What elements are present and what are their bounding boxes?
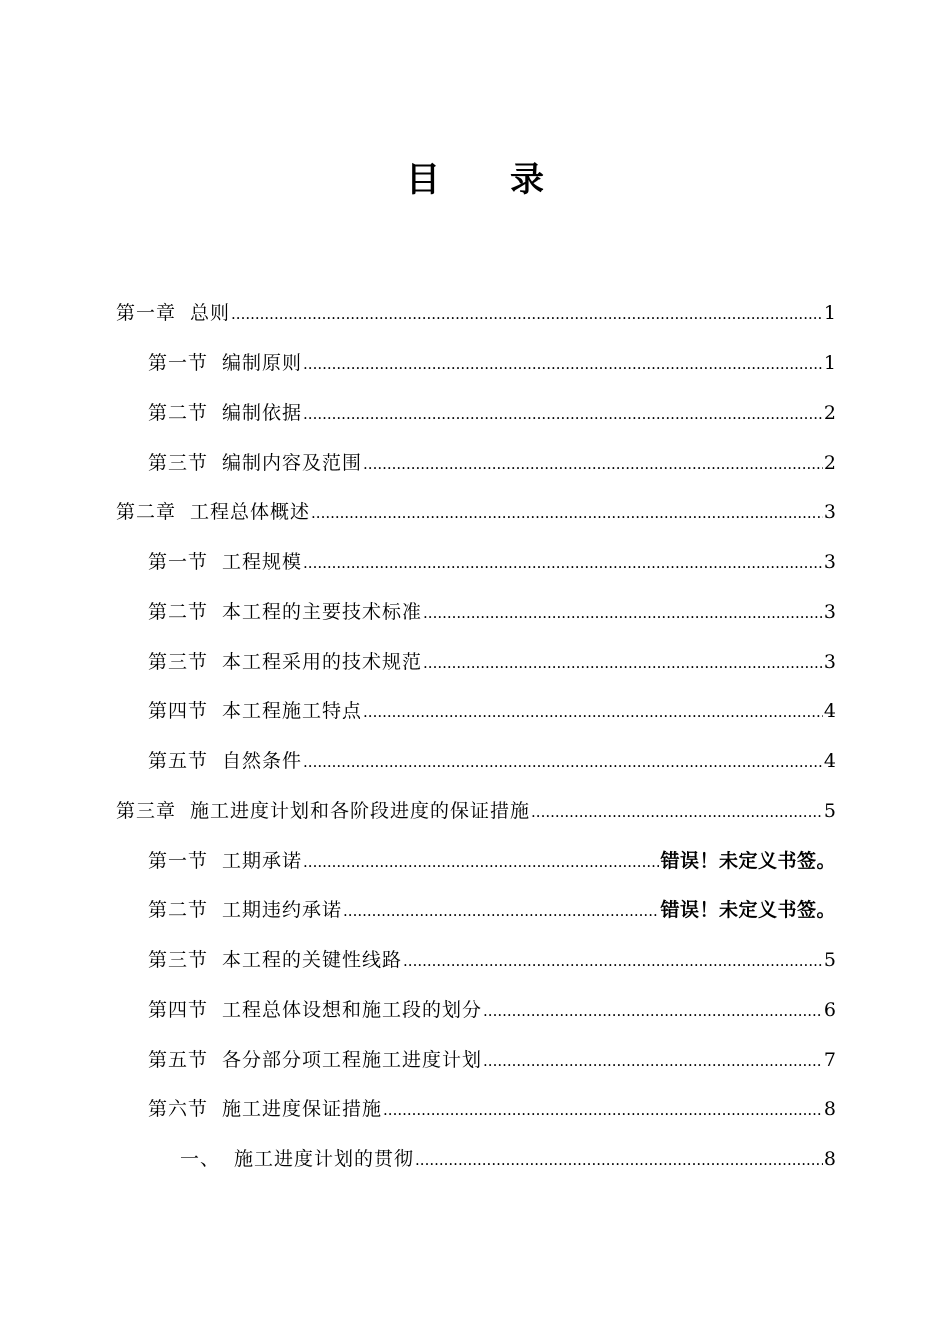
toc-entry-label	[116, 796, 530, 823]
toc-entry-dot-leader	[303, 753, 823, 771]
toc-entry[interactable]	[0, 1033, 950, 1083]
toc-entry-label	[148, 1094, 382, 1121]
toc-entry[interactable]	[0, 635, 950, 685]
toc-entry-page-number: 5	[823, 799, 836, 822]
toc-entry-number: 第五节	[148, 1048, 209, 1071]
toc-entry-page-number: 1	[823, 302, 836, 325]
toc-entry-label	[148, 547, 302, 574]
toc-entry-page-number: 6	[823, 998, 836, 1021]
toc-entry[interactable]	[0, 486, 950, 536]
toc-entry-number: 第四节	[148, 998, 209, 1021]
toc-entry-number: 第一节	[148, 352, 209, 375]
toc-entry[interactable]	[0, 685, 950, 735]
toc-entry-label	[148, 647, 422, 674]
toc-title	[0, 158, 950, 202]
toc-entry-title: 自然条件	[222, 750, 303, 773]
toc-entry-page-number: 7	[823, 1048, 836, 1071]
toc-entry-title: 编制依据	[222, 401, 303, 424]
toc-entry-page-number: 8	[823, 1148, 836, 1171]
toc-entry-label	[148, 696, 362, 723]
toc-entry[interactable]	[0, 735, 950, 785]
toc-entry-line	[148, 895, 836, 922]
toc-entry-label	[148, 597, 422, 624]
toc-entry-dot-leader	[403, 952, 823, 970]
toc-entry-title: 施工进度计划的贯彻	[234, 1148, 415, 1171]
toc-entry[interactable]	[0, 1083, 950, 1133]
toc-entry[interactable]	[0, 337, 950, 387]
toc-entry-label	[148, 846, 302, 873]
toc-entry-label	[116, 497, 310, 524]
toc-entry-line	[148, 1094, 836, 1121]
toc-entry-title: 工期违约承诺	[222, 899, 343, 922]
toc-entry-dot-leader	[343, 902, 659, 920]
toc-entry-page-number: 8	[823, 1098, 836, 1121]
toc-entry-label	[148, 945, 402, 972]
toc-entry-line	[148, 1045, 836, 1072]
toc-entry[interactable]	[0, 287, 950, 337]
toc-entry[interactable]	[0, 1133, 950, 1183]
toc-entry-dot-leader	[303, 405, 823, 423]
toc-entry-dot-leader	[483, 1002, 823, 1020]
toc-entry-label	[148, 995, 482, 1022]
toc-entry-number: 第一章	[116, 302, 177, 325]
toc-entry-line	[148, 448, 836, 475]
toc-entry-page-number: 4	[823, 750, 836, 773]
toc-list	[0, 287, 950, 1183]
toc-entry-dot-leader	[303, 355, 823, 373]
toc-entry-dot-leader	[415, 1151, 823, 1169]
toc-entry-title: 本工程的主要技术标准	[222, 600, 423, 623]
toc-entry-page-number: 1	[823, 352, 836, 375]
toc-title-char-2: 录	[510, 160, 544, 200]
toc-entry-number: 第一节	[148, 849, 209, 872]
toc-entry-number: 第三节	[148, 451, 209, 474]
toc-entry-page-number: 4	[823, 700, 836, 723]
toc-entry[interactable]	[0, 436, 950, 486]
toc-entry-label	[180, 1144, 414, 1171]
toc-entry-title: 工程总体设想和施工段的划分	[222, 998, 483, 1021]
toc-entry-page-number: 5	[823, 949, 836, 972]
toc-entry-page-number: 3	[823, 551, 836, 574]
toc-entry-dot-leader	[363, 455, 823, 473]
toc-entry-label	[148, 895, 342, 922]
toc-entry-dot-leader	[231, 305, 823, 323]
toc-entry[interactable]	[0, 884, 950, 934]
toc-entry-dot-leader	[363, 703, 823, 721]
toc-entry-title: 工程总体概述	[190, 501, 311, 524]
toc-entry-dot-leader	[531, 803, 823, 821]
toc-title-char-1: 目	[406, 160, 440, 200]
toc-entry-line	[148, 348, 836, 375]
toc-entry-title: 各分部分项工程施工进度计划	[222, 1048, 483, 1071]
toc-entry-dot-leader	[303, 853, 659, 871]
toc-entry-number: 第二节	[148, 899, 209, 922]
toc-entry-page-number: 3	[823, 501, 836, 524]
toc-entry-title: 本工程采用的技术规范	[222, 650, 423, 673]
toc-entry[interactable]	[0, 834, 950, 884]
toc-entry-number: 一、	[180, 1148, 221, 1171]
toc-entry-line	[148, 995, 836, 1022]
toc-entry-label	[148, 348, 302, 375]
toc-entry-number: 第二章	[116, 501, 177, 524]
toc-entry-title: 施工进度保证措施	[222, 1098, 383, 1121]
toc-entry-number: 第一节	[148, 551, 209, 574]
toc-entry-number: 第六节	[148, 1098, 209, 1121]
toc-entry-line	[148, 746, 836, 773]
toc-entry-title: 本工程施工特点	[222, 700, 363, 723]
toc-entry-dot-leader	[423, 604, 823, 622]
toc-entry-title: 编制内容及范围	[222, 451, 363, 474]
toc-entry-line	[148, 398, 836, 425]
toc-entry-line	[148, 846, 836, 873]
toc-entry-title: 总则	[190, 302, 231, 325]
toc-entry[interactable]	[0, 934, 950, 984]
toc-entry-line	[116, 497, 836, 524]
toc-entry-line	[148, 945, 836, 972]
toc-entry-title: 工程规模	[222, 551, 303, 574]
toc-entry-label	[148, 746, 302, 773]
toc-entry-number: 第三节	[148, 949, 209, 972]
toc-entry-title: 编制原则	[222, 352, 303, 375]
toc-entry-dot-leader	[311, 504, 823, 522]
toc-entry-line	[148, 547, 836, 574]
toc-entry[interactable]	[0, 984, 950, 1034]
toc-entry-number: 第五节	[148, 750, 209, 773]
toc-entry-dot-leader	[383, 1101, 823, 1119]
toc-entry-number: 第二节	[148, 401, 209, 424]
toc-entry-label	[148, 1045, 482, 1072]
toc-entry-error-message: 错误！未定义书签。	[660, 899, 836, 922]
toc-entry-title: 本工程的关键性线路	[222, 949, 403, 972]
toc-entry-number: 第四节	[148, 700, 209, 723]
toc-entry-page-number: 2	[823, 451, 836, 474]
toc-entry-line	[116, 298, 836, 325]
toc-entry-dot-leader	[303, 554, 823, 572]
toc-entry-label	[148, 448, 362, 475]
toc-entry-dot-leader	[483, 1052, 823, 1070]
toc-entry-number: 第二节	[148, 600, 209, 623]
toc-entry-title: 工期承诺	[222, 849, 303, 872]
toc-entry-page-number: 3	[823, 600, 836, 623]
toc-entry[interactable]	[0, 586, 950, 636]
toc-entry-line	[148, 647, 836, 674]
toc-entry-label	[148, 398, 302, 425]
toc-entry-page-number: 2	[823, 401, 836, 424]
toc-entry-number: 第三节	[148, 650, 209, 673]
toc-entry-error-message: 错误！未定义书签。	[660, 849, 836, 872]
toc-entry-page-number: 3	[823, 650, 836, 673]
toc-entry-dot-leader	[423, 654, 823, 672]
toc-entry-label	[116, 298, 230, 325]
toc-entry-line	[148, 597, 836, 624]
toc-entry-line	[116, 796, 836, 823]
toc-entry-number: 第三章	[116, 799, 177, 822]
toc-entry-line	[180, 1144, 836, 1171]
toc-entry-title: 施工进度计划和各阶段进度的保证措施	[190, 799, 531, 822]
toc-entry[interactable]	[0, 785, 950, 835]
toc-entry[interactable]	[0, 387, 950, 437]
toc-entry[interactable]	[0, 536, 950, 586]
toc-entry-line	[148, 696, 836, 723]
